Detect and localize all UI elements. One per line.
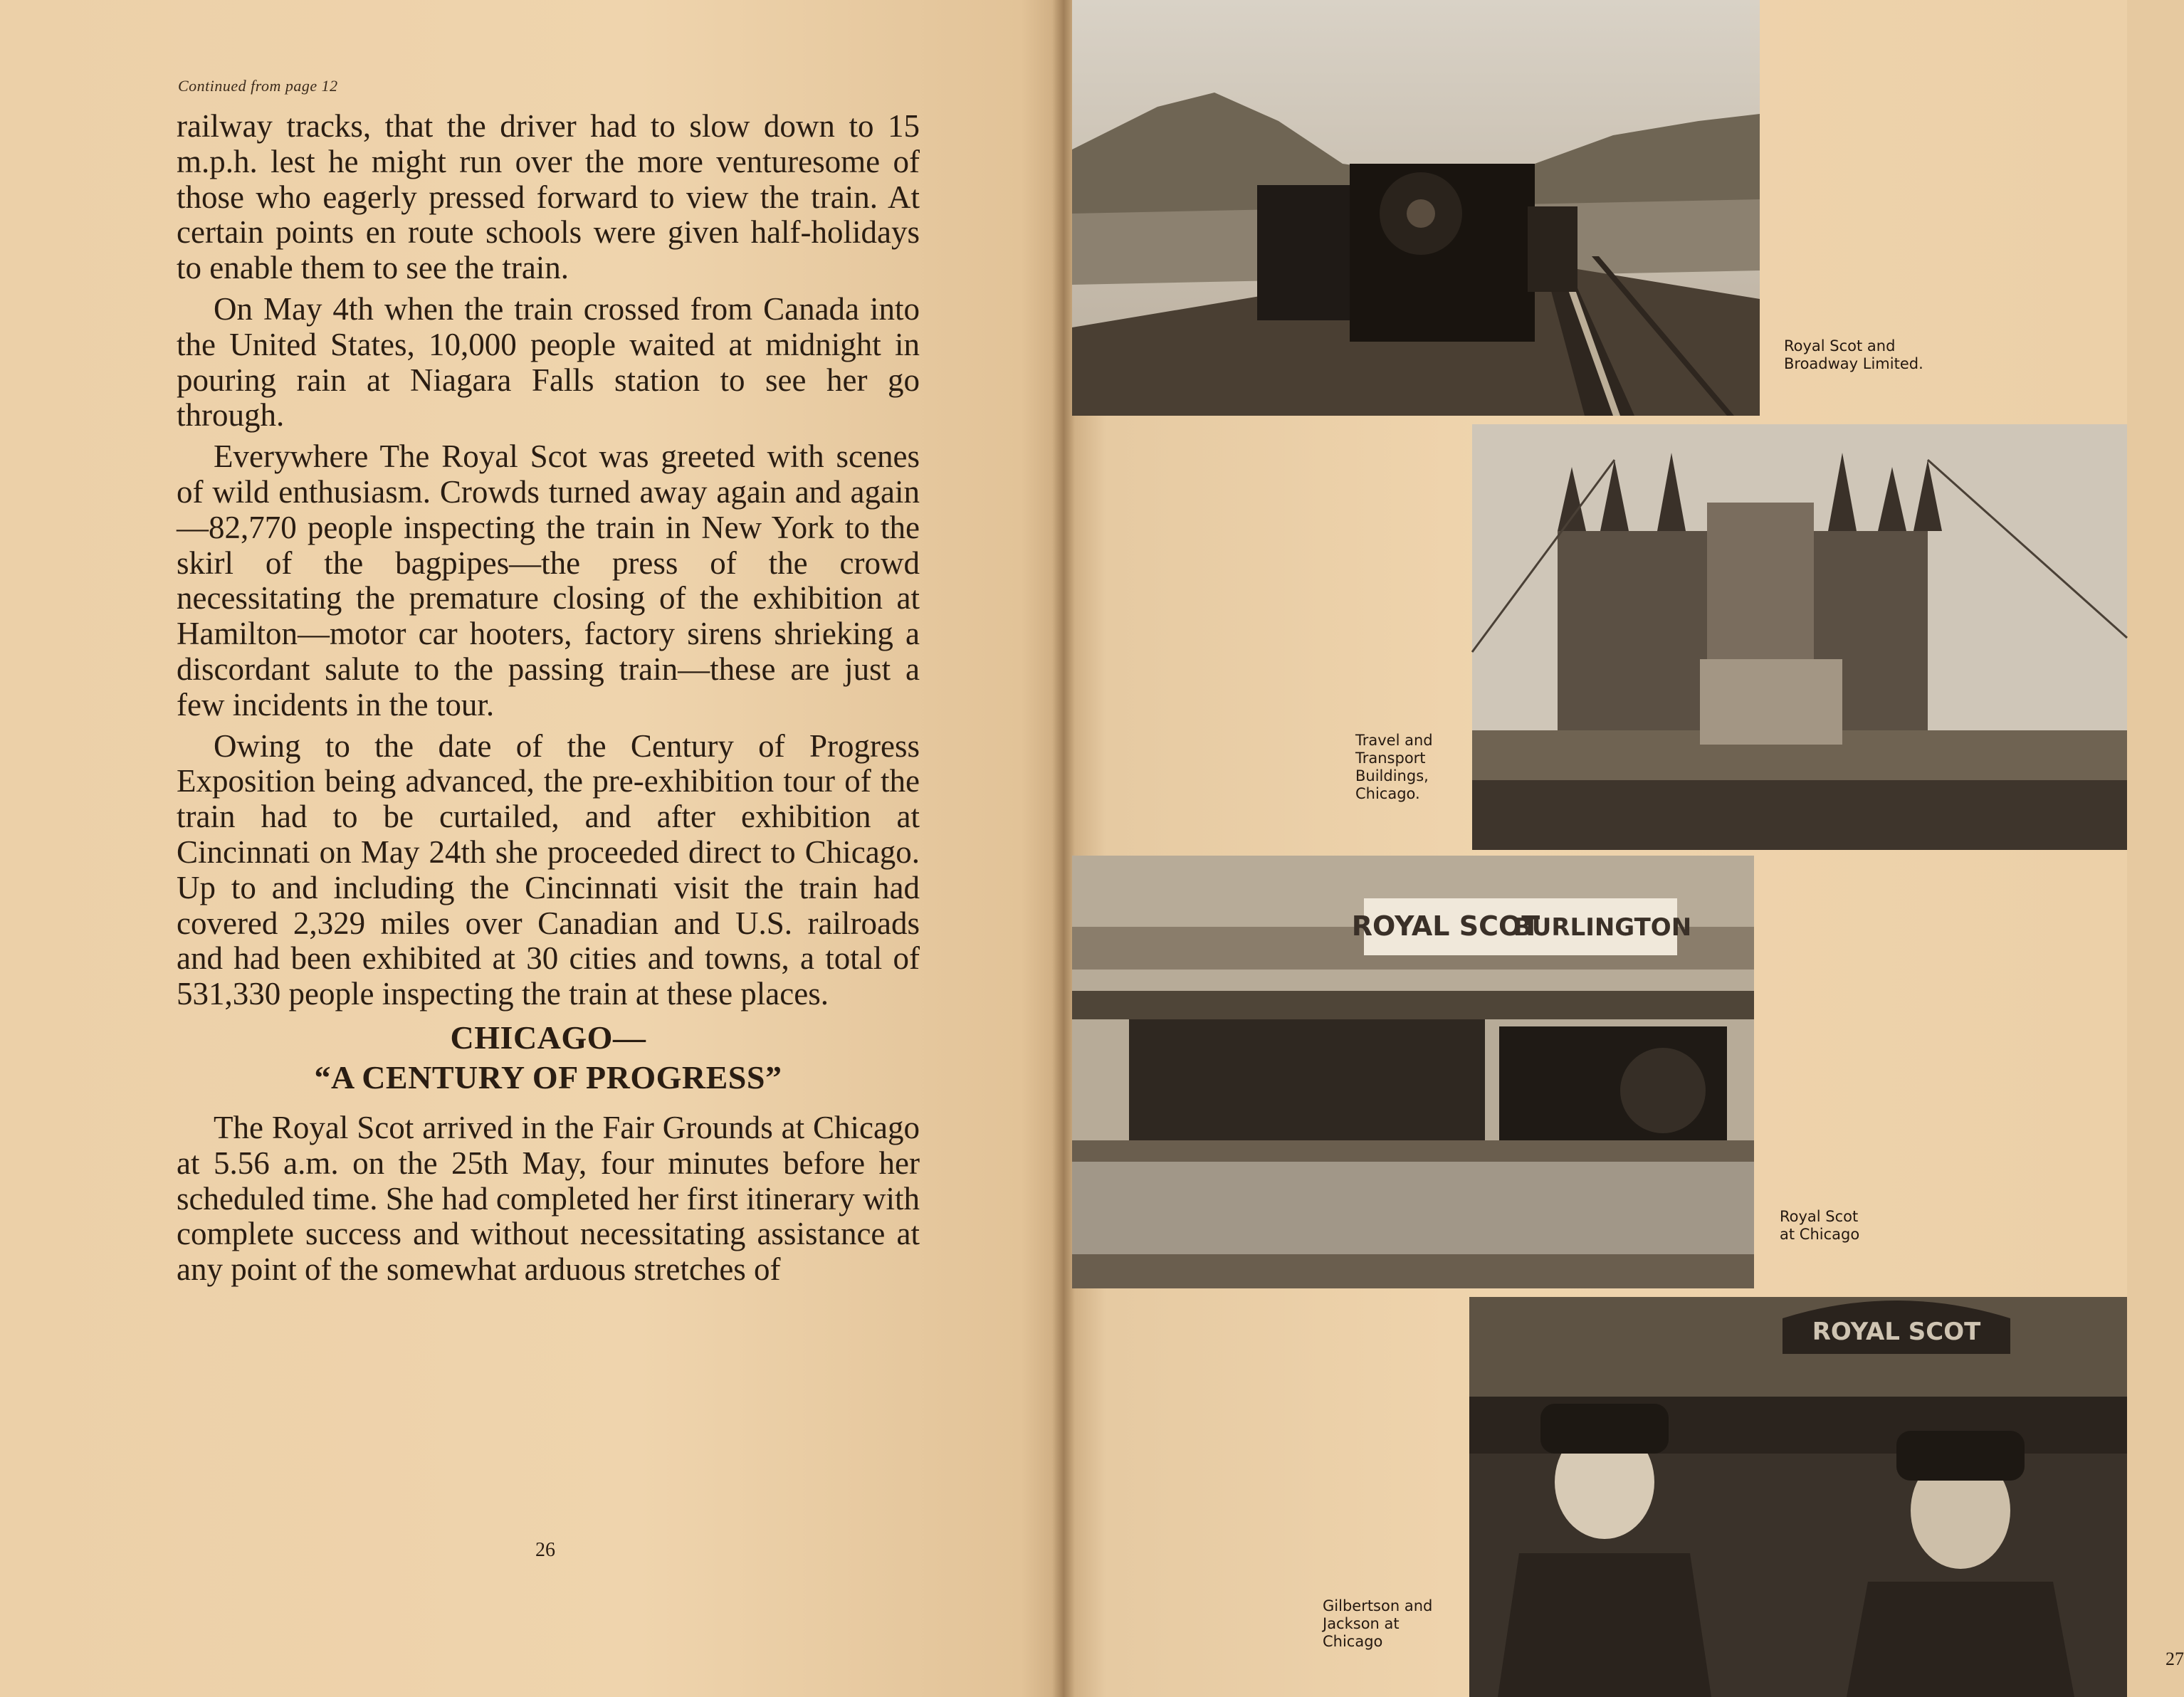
- article-body: [177, 109, 920, 1293]
- paragraph: railway tracks, that the driver had to slow down to 15 m.p.h. lest he might run over the more venturesome of those who eagerly pressed forward to view the train. At certain points en route schools were given half-holidays to enable them to see the train.: [177, 108, 920, 286]
- section-heading-line: CHICAGO—: [450, 1019, 646, 1056]
- section-heading-line: “A CENTURY OF PROGRESS”: [314, 1058, 782, 1096]
- crowd-illustration: [1072, 856, 1754, 1288]
- page-number: 27: [2165, 1649, 2184, 1669]
- section-heading: [177, 1018, 920, 1098]
- paragraph: Owing to the date of the Century of Progress Exposition being advanced, the pre-exhibition tour of the train had to be curtailed, and after exhibition at Cincinnati on May 24th she proceeded direct to Chicago. Up to and including the Cincinnati visit the train had covered 2,329 miles over Canadian and U.S. railroads and had been exhibited at 30 cities and towns, a total of 531,330 people inspecting the train at these places.: [177, 727, 920, 1012]
- continued-note: Continued from page 12: [178, 77, 338, 95]
- page-number: 26: [535, 1539, 555, 1561]
- sign-burlington: BURLINGTON: [1513, 913, 1692, 942]
- photo-royal-scot-at-chicago: [1072, 856, 1754, 1288]
- sign-royal-scot: ROYAL SCOT: [1351, 910, 1540, 942]
- buildings-illustration: [1472, 424, 2127, 850]
- paragraph: Everywhere The Royal Scot was greeted with scenes of wild enthusiasm. Crowds turned away again and again—82,770 people inspecting the train in New York to the skirl of the bagpipes—the press of the crowd necessitating the premature closing of the exhibition at Hamilton—motor car hooters, factory sirens shrieking a discordant salute to the passing train—these are just a few incidents in the tour.: [177, 438, 920, 723]
- left-page: [0, 0, 1064, 1697]
- crew-illustration: [1469, 1297, 2127, 1697]
- photo-caption: Royal Scot and Broadway Limited.: [1784, 337, 1923, 372]
- photo-caption: Gilbertson and Jackson at Chicago: [1323, 1597, 1433, 1650]
- photo-caption: Travel and Transport Buildings, Chicago.: [1355, 732, 1433, 802]
- photo-royal-scot-broadway-limited: [1072, 0, 1760, 416]
- locomotives-illustration: [1072, 0, 1760, 416]
- paragraph: On May 4th when the train crossed from Canada into the United States, 10,000 people waited at midnight in pouring rain at Niagara Falls station to see her go through.: [177, 290, 920, 434]
- nameplate-royal-scot: ROYAL SCOT: [1812, 1318, 1981, 1346]
- photo-travel-transport-buildings: [1472, 424, 2127, 850]
- photo-caption: Royal Scot at Chicago: [1780, 1208, 1860, 1243]
- paragraph: The Royal Scot arrived in the Fair Grounds at Chicago at 5.56 a.m. on the 25th May, four minutes before her scheduled time. She had completed her first itinerary with complete success and without necessitating assistance at any point of the somewhat arduous stretches of: [177, 1109, 920, 1288]
- photo-gilbertson-and-jackson: [1469, 1297, 2127, 1697]
